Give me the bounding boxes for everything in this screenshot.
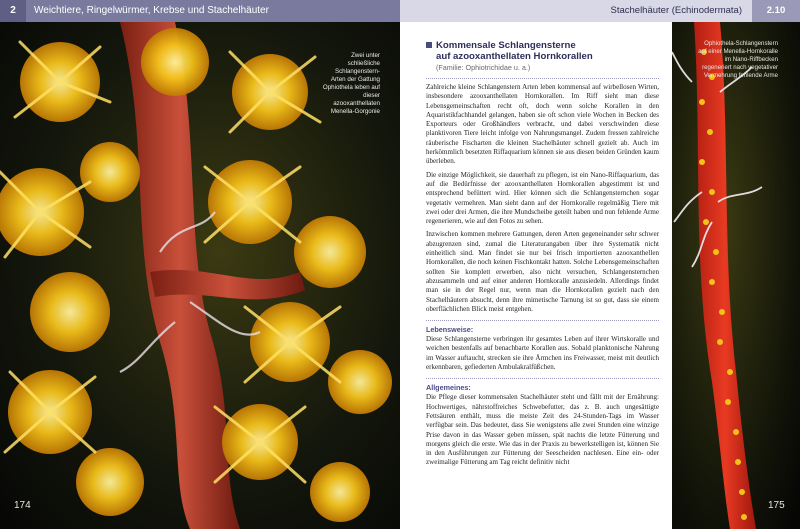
right-page-number: 175 [768, 500, 785, 511]
paragraph: Inzwischen kommen mehrere Gattungen, deren Arten gegeneinander sehr schwer abzugrenzen sind, zumal die Literaturangaben über ihre Systematik nicht einheitlich sind. Man findet sie nur bei frisch importierten azooxanthellen Hornkorallen, die noch keinen Fischkontakt hatten. Solche Lebensgemeinschaften sollten Sie komplett erwerben, also nicht versuchen, Schlangensternchen abzusammeln und auf einer anderen Hornkoralle anzusiedeln. Allerdings findet man sie in der Regel nur, wenn man die Hornkorallen gezielt nach den Stachelhäutern absucht, denn ihre mimetische Tarnung ist so gut, dass sie einem oberflächlichen Blick meist entgehen. [426, 230, 659, 313]
right-section-bar [400, 0, 800, 22]
heading-line-1: Kommensale Schlangensterne [436, 40, 576, 51]
allgemeines-heading: Allgemeines: [426, 383, 471, 393]
section-title: Stachelhäuter (Echinodermata) [610, 5, 742, 16]
left-page-number: 174 [14, 500, 31, 511]
chapter-number: 2 [0, 0, 26, 22]
lebensweise-text: Diese Schlangensterne verbringen ihr gesamtes Leben auf ihrer Wirtskoralle und weichen bestenfalls auf benachbarte Korallen aus. Sobald planktonische Nahrung im Wasser auftaucht, strecken sie ihre Ärmchen ins Freiwasser, meist mit deutlich erkennbaren, gefiederten Ambulakralfüßchen. [426, 335, 659, 372]
right-photo-caption: Ophiothela-Schlangenstern auf einer Menella-Hornkoralle im Nano-Riffbecken regeneriert nach vegetativer Vermehrung fehlende Arme [698, 40, 778, 79]
lebensweise-heading: Lebensweise: [426, 325, 474, 335]
divider [426, 378, 659, 379]
paragraph: Die einzige Möglichkeit, sie dauerhaft zu pflegen, ist ein Nano-Riffaquarium, das auf die Bedürfnisse der azooxanthellaten Hornkorallen abgestimmt ist und entsprechend befüttert wird. Hier können sich die Schlangensternchen sogar vegetativ vermehren. Man sieht dann auf der Hornkoralle regelmäßig Tiere mit zwei oder drei Armen, die ihre Mundscheibe geteilt haben und nun fehlende Arme regenerieren, wie auf den Fotos zu sehen. [426, 170, 659, 226]
divider [426, 78, 659, 79]
article [426, 40, 659, 472]
heading-line-2: auf azooxanthellaten Hornkorallen [436, 51, 593, 62]
left-chapter-bar [0, 0, 400, 22]
chapter-title: Weichtiere, Ringelwürmer, Krebse und Stachelhäuter [34, 5, 269, 16]
allgemeines-text: Die Pflege dieser kommensalen Stachelhäuter steht und fällt mit der Ernährung: Hochwertiges, nährstoffreiches Schwebefutter, das z. B. auch ungesättigte Fettsäuren enthält, muss die meiste Zeit des 24-Stunden-Tags im Wasser verfügbar sein. Das bedeutet, dass Sie wenigstens alle zwei Stunden eine winzige Prise davon in das Wasser geben müssen, spät nachts die letzte Fütterung und morgens gleich die erste. Wie das in der Praxis zu bewerkstelligen ist, können Sie in den Ausführungen zur Fütterung der Seescheiden nachlesen. Eine ein- oder zweimalige Fütterung am Tag reicht definitiv nicht [426, 393, 659, 467]
divider [426, 320, 659, 321]
paragraph: Zahlreiche kleine Schlangenstern Arten leben kommensal auf wirbellosen Wirten, insbesondere azooxanthellaten Hornkorallen. Im Riff sieht man diese Lebensgemeinschaften recht oft, doch wenn solche Korallen in den Aquaristikfachhandel gelangen, haben sie oft schon viele Wochen in Becken des Exporteurs oder Großhändlers verbracht, und dabei verschwinden diese planktivoren Tiere leicht infolge von Nahrungsmangel. Zudem fressen zahlreiche räuberische Fischarten die kleinen Stachelhäuter schnell gezielt ab. Auch im herkömmlich besetzten Riffaquarium können sie aus diesen beiden Gründen kaum überleben. [426, 83, 659, 166]
section-number: 2.10 [752, 0, 800, 22]
left-photo-caption: Zwei unter schließliche Schlangenstern-Arten der Gattung Ophiothela leben auf dieser azooxanthellaten Menella-Gorgonie [322, 52, 380, 115]
family-note: (Familie: Ophiotrichidae u. a.) [436, 63, 531, 72]
gorgonian-photo-right [672, 22, 800, 529]
heading-square-icon [426, 42, 432, 48]
article-heading [426, 40, 659, 62]
